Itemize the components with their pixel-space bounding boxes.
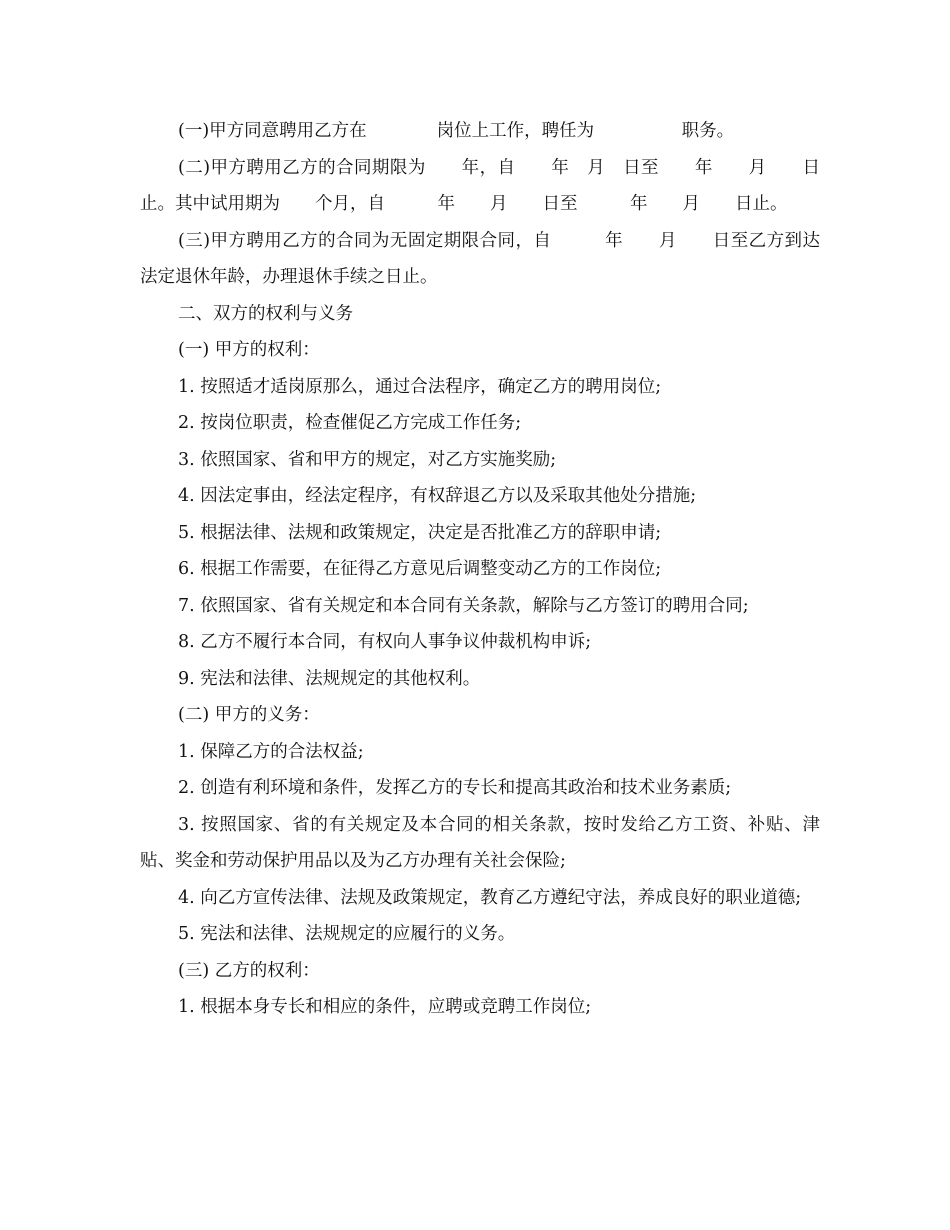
list-item: 2. 创造有利环境和条件，发挥乙方的专长和提高其政治和技术业务素质; <box>178 778 732 798</box>
list-item: 3. 依照国家、省和甲方的规定，对乙方实施奖励; <box>178 449 557 470</box>
list-item: 4. 因法定事由，经法定程序，有权辞退乙方以及采取其他处分措施; <box>178 486 697 506</box>
subheading-party-b-rights: (三) 乙方的权利： <box>178 960 320 981</box>
list-item: 9. 宪法和法律、法规规定的其他权利。 <box>178 668 481 689</box>
list-item: 7. 依照国家、省有关规定和本合同有关条款，解除与乙方签订的聘用合同; <box>178 595 749 616</box>
list-item: 1. 按照适才适岗原那么，通过合法程序，确定乙方的聘用岗位; <box>178 376 662 397</box>
list-item: 8. 乙方不履行本合同，有权向人事争议仲裁机构申诉; <box>178 632 592 652</box>
contract-body <box>140 113 820 1026</box>
subheading-party-a-duties: (二) 甲方的义务： <box>178 705 320 725</box>
list-item: 2. 按岗位职责，检查催促乙方完成工作任务; <box>178 413 522 433</box>
subheading-party-a-rights: (一) 甲方的权利： <box>178 340 320 360</box>
list-item: 5. 根据法律、法规和政策规定，决定是否批准乙方的辞职申请; <box>178 522 662 543</box>
clause-1-position: (一)甲方同意聘用乙方在 岗位上工作，聘任为 职务。 <box>178 121 735 141</box>
clause-2-fixed-term: (二)甲方聘用乙方的合同期限为 年，自 年 月 日至 年 月 日止。其中试用期为 个月，自 年 月 日至 年 月 日止。 <box>140 157 820 214</box>
list-item: 6. 根据工作需要，在征得乙方意见后调整变动乙方的工作岗位; <box>178 559 662 579</box>
list-item: 1. 根据本身专长和相应的条件，应聘或竞聘工作岗位; <box>178 997 592 1017</box>
list-item: 3. 按照国家、省的有关规定及本合同的相关条款，按时发给乙方工资、补贴、津贴、奖金和劳动保护用品以及为乙方办理有关社会保险; <box>140 814 820 871</box>
list-item: 5. 宪法和法律、法规规定的应履行的义务。 <box>178 924 516 944</box>
clause-3-open-term: (三)甲方聘用乙方的合同为无固定期限合同，自 年 月 日至乙方到达法定退休年龄，办理退休手续之日止。 <box>140 230 820 287</box>
list-item: 4. 向乙方宣传法律、法规及政策规定，教育乙方遵纪守法，养成良好的职业道德; <box>178 887 802 908</box>
section-heading-rights-duties: 二、双方的权利与义务 <box>178 303 353 324</box>
list-item: 1. 保障乙方的合法权益; <box>178 741 364 762</box>
